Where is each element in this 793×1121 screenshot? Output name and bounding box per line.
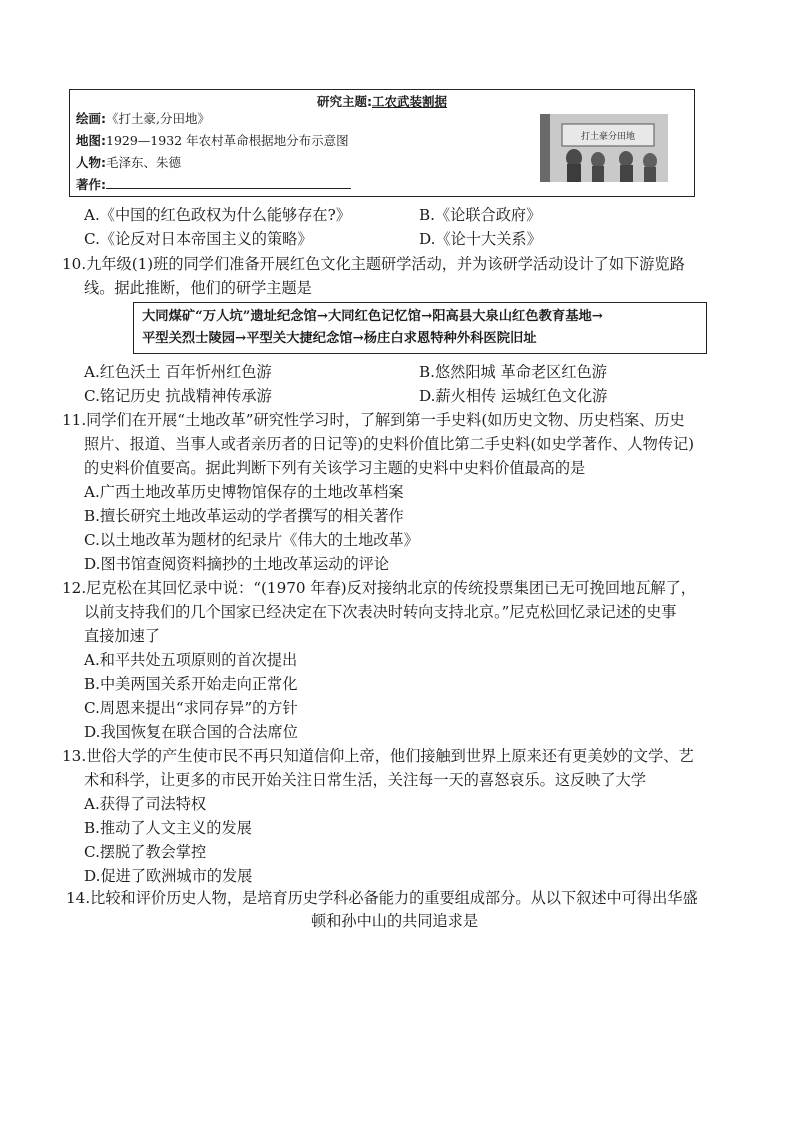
q10-option-c[interactable]: C.铭记历史 抗战精神传承游 [84, 387, 272, 405]
q13-option-c[interactable]: C.摆脱了教会掌控 [84, 843, 207, 861]
q12-stem-line1: 12.尼克松在其回忆录中说：“(1970 年春)反对接纳北京的传统投票集团已无可挽回地瓦解了， [62, 579, 696, 597]
table-row-works [76, 176, 351, 194]
row-value: 毛泽东、朱德 [106, 155, 182, 170]
table-row-people [76, 154, 181, 172]
painting-photo [540, 114, 668, 182]
q13-stem-line1: 13.世俗大学的产生使市民不再只知道信仰上帝，他们接触到世界上原来还有更美妙的文学、艺 [62, 747, 694, 765]
q11-stem-line2: 照片、报道、当事人或者亲历者的日记等)的史料价值比第二手史料(如史学著作、人物传记) [84, 435, 695, 453]
route-line-2: 平型关烈士陵园→平型关大捷纪念馆→杨庄白求恩特种外科医院旧址 [142, 331, 537, 346]
research-topic-prefix: 研究主题: [316, 94, 372, 109]
row-value: 1929—1932 年农村革命根据地分布示意图 [106, 133, 349, 148]
row-label: 人物: [76, 155, 106, 170]
q11-option-c[interactable]: C.以土地改革为题材的纪录片《伟大的土地改革》 [84, 531, 419, 549]
q11-option-a[interactable]: A.广西土地改革历史博物馆保存的土地改革档案 [84, 483, 404, 501]
row-value: 《打土豪,分田地》 [106, 111, 210, 126]
row-label: 著作: [76, 177, 106, 192]
q10-stem-line1: 10.九年级(1)班的同学们准备开展红色文化主题研学活动，并为该研学活动设计了如下游览路 [62, 255, 685, 273]
works-answer-blank [106, 176, 351, 189]
q12-stem-line3: 直接加速了 [84, 627, 160, 645]
q11-option-b[interactable]: B.擅长研究土地改革运动的学者撰写的相关著作 [84, 507, 404, 525]
row-label: 绘画: [76, 111, 106, 126]
q10-stem-line2: 线。据此推断，他们的研学主题是 [84, 279, 312, 297]
painting-illustration [540, 114, 668, 182]
q10-option-d[interactable]: D.薪火相传 运城红色文化游 [419, 387, 608, 405]
q12-stem-line2: 以前支持我们的几个国家已经决定在下次表决时转向支持北京。”尼克松回忆录记述的史事 [84, 603, 677, 621]
route-line-1: 大同煤矿“万人坑”遗址纪念馆→大同红色记忆馆→阳高县大泉山红色教育基地→ [142, 309, 603, 324]
q11-stem-line3: 的史料价值要高。据此判断下列有关该学习主题的史料中史料价值最高的是 [84, 459, 586, 477]
q13-option-d[interactable]: D.促进了欧洲城市的发展 [84, 867, 253, 885]
q13-stem-line2: 术和科学，让更多的市民开始关注日常生活，关注每一天的喜怒哀乐。这反映了大学 [84, 771, 646, 789]
q12-option-c[interactable]: C.周恩来提出“求同存异”的方针 [84, 699, 298, 717]
photo-caption: 打土豪分田地 [580, 132, 636, 142]
research-topic-name: 工农武装割据 [371, 94, 447, 109]
q13-option-b[interactable]: B.推动了人文主义的发展 [84, 819, 252, 837]
q11-stem-line1: 11.同学们在开展“土地改革”研究性学习时，了解到第一手史料(如历史文物、历史档案、历史 [62, 411, 685, 429]
table-row-painting [76, 110, 210, 128]
research-topic-table [69, 89, 695, 197]
q12-option-d[interactable]: D.我国恢复在联合国的合法席位 [84, 723, 298, 741]
q14-stem-line1: 14.比较和评价历史人物，是培育历史学科必备能力的重要组成部分。从以下叙述中可得出华盛 [66, 889, 698, 907]
q9-option-d[interactable]: D.《论十大关系》 [419, 230, 542, 248]
row-label: 地图: [76, 133, 106, 148]
q12-option-b[interactable]: B.中美两国关系开始走向正常化 [84, 675, 298, 693]
research-topic-title [70, 92, 694, 110]
q9-option-b[interactable]: B.《论联合政府》 [419, 206, 542, 224]
q10-option-a[interactable]: A.红色沃土 百年忻州红色游 [84, 363, 272, 381]
q9-option-a[interactable]: A.《中国的红色政权为什么能够存在?》 [84, 206, 351, 224]
q13-option-a[interactable]: A.获得了司法特权 [84, 795, 207, 813]
table-row-map [76, 132, 349, 150]
q9-option-c[interactable]: C.《论反对日本帝国主义的策略》 [84, 230, 313, 248]
q10-option-b[interactable]: B.悠然阳城 革命老区红色游 [419, 363, 607, 381]
q14-stem-line2: 顿和孙中山的共同追求是 [311, 912, 479, 930]
route-box [133, 302, 707, 354]
q11-option-d[interactable]: D.图书馆查阅资料摘抄的土地改革运动的评论 [84, 555, 390, 573]
q12-option-a[interactable]: A.和平共处五项原则的首次提出 [84, 651, 298, 669]
